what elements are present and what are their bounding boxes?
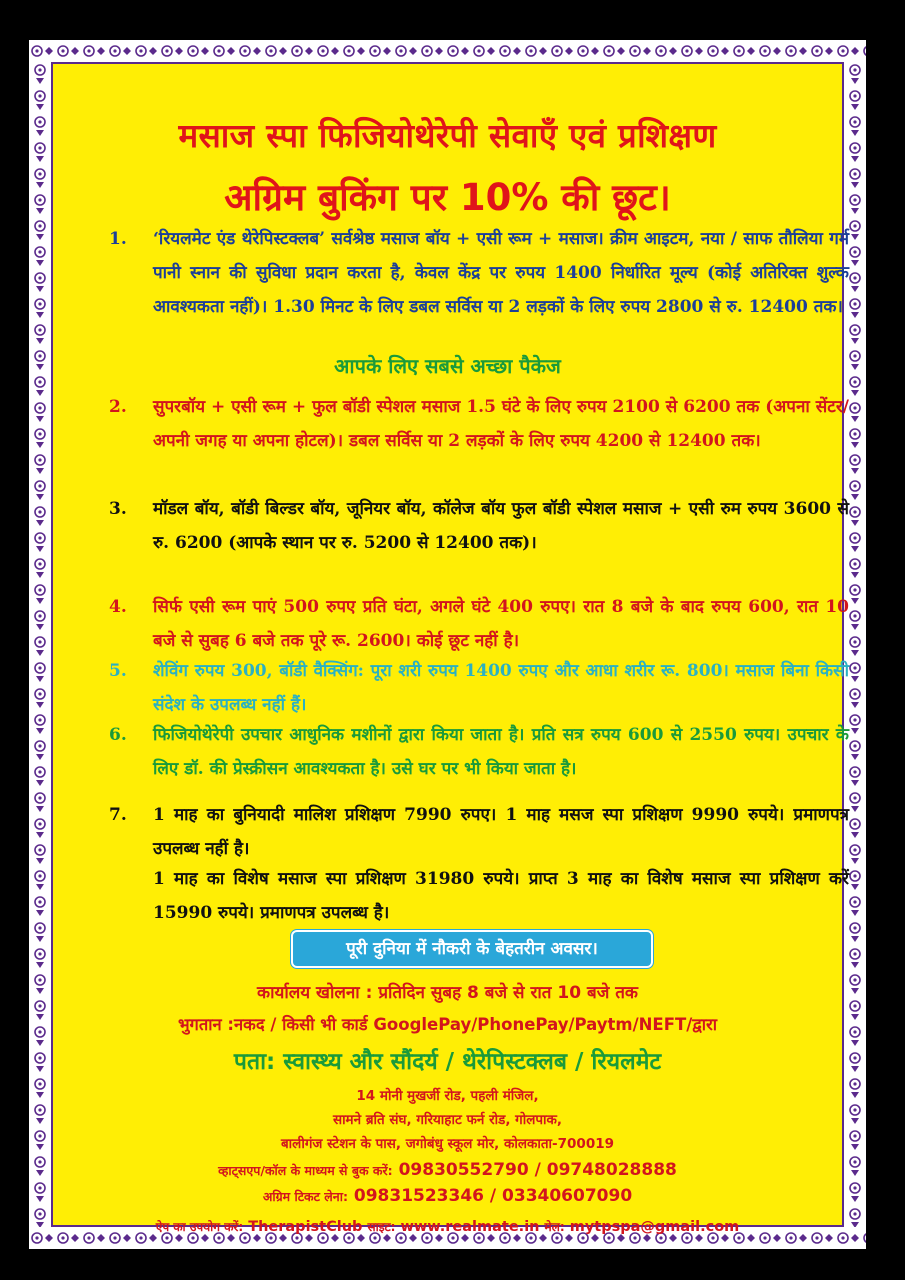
item-text: मॉडल बॉय, बॉडी बिल्डर बॉय, जूनियर बॉय, कॉलेज बॉय फुल बॉडी स्पेशल मसाज + एसी रुम रुपय 3600 से रु. 6200 (आपके स्थान पर रु. 5200 से 12400 तक)। [153, 499, 849, 553]
item-number: 7. [109, 805, 127, 825]
address-line-2: सामने ब्रति संघ, गरियाहाट फर्न रोड, गोलपाक, [332, 1112, 563, 1128]
package-heading: आपके लिए सबसे अच्छा पैकेज [334, 354, 561, 378]
app-label: ऐप का उपयोग करें: [155, 1220, 244, 1234]
item-text: 1 माह का बुनियादी मालिश प्रशिक्षण 7990 रुपए। 1 माह मसज स्पा प्रशिक्षण 9990 रुपये। प्रमाणपत्र उपलब्ध नहीं है। [153, 805, 849, 859]
item-text: शेविंग रुपय 300, बॉडी वैक्सिंग: पूरा शरी रुपय 1400 रुपए और आधा शरीर रू. 800। मसाज बिना किसी संदेश के उपलब्ध नहीं हैं। [153, 661, 849, 715]
decorative-border-frame [29, 40, 866, 1249]
whatsapp-label: व्हाट्सएप/कॉल के माध्यम से बुक करें: [218, 1163, 393, 1178]
contact-footer [53, 1218, 842, 1235]
payment-methods: भुगतान :नकद / किसी भी कार्ड GooglePay/PhonePay/Paytm/NEFT/द्वारा [177, 1015, 718, 1034]
item-number: 5. [109, 661, 127, 681]
border-top [29, 40, 866, 62]
site-label: साइट: [367, 1220, 396, 1234]
poster-title: मसाज स्पा फिजियोथेरेपी सेवाएँ एवं प्रशिक्षण [178, 116, 717, 155]
list-item-5 [109, 654, 849, 722]
item-text: ‘रियलमेट एंड थेरेपिस्टक्लब’ सर्वश्रेष्ठ मसाज बॉय + एसी रूम + मसाज। क्रीम आइटम, नया / साफ तौलिया गर्म पानी स्नान की सुविधा प्रदान करता है, केवल केंद्र पर रुपय 1400 निर्धारित मूल्य (कोई अतिरिक्त शुल्क आवश्यकता नहीं)। 1.30 मिनट के लिए डबल सर्विस या 2 लड़कों के लिए रुपय 2800 से रु. 12400 तक। [153, 229, 849, 317]
address-heading: पता: स्वास्थ्य और सौंदर्य / थेरेपिस्टक्लब / रियलमेट [233, 1049, 662, 1075]
item-number: 4. [109, 597, 127, 617]
item-text: फिजियोथेरेपी उपचार आधुनिक मशीनों द्वारा किया जाता है। प्रति सत्र रुपय 600 से 2550 रुपय। उपचार के लिए डॉ. की प्रेस्क्रीसन आवश्यकता है। उसे घर पर भी किया जाता है। [153, 725, 849, 779]
item-number: 1. [109, 229, 127, 249]
list-item-7 [109, 798, 849, 866]
app-name: TherapistClub [248, 1219, 363, 1235]
advance-booking [53, 1186, 842, 1206]
jobs-banner: पूरी दुनिया में नौकरी के बेहतरीन अवसर। [291, 930, 653, 968]
mail-label: मेल: [544, 1220, 565, 1234]
address-line-1: 14 मोनी मुखर्जी रोड, पहली मंजिल, [356, 1088, 539, 1104]
item-number: 3. [109, 499, 127, 519]
item-text: सिर्फ एसी रूम पाएं 500 रुपए प्रति घंटा, अगले घंटे 400 रुपए। रात 8 बजे के बाद रुपय 600, रात 10 बजे से सुबह 6 बजे तक पूरे रू. 2600। कोई छूट नहीं है। [153, 597, 849, 651]
list-item-1 [109, 222, 849, 324]
list-item-6 [109, 718, 849, 786]
list-item-3 [109, 492, 849, 560]
advanced-training-note: 1 माह का विशेष मसाज स्पा प्रशिक्षण 31980 रुपये। प्राप्त 3 माह का विशेष मसाज स्पा प्रशिक्षण करें 15990 रुपये। प्रमाणपत्र उपलब्ध है। [153, 869, 849, 923]
item-number: 6. [109, 725, 127, 745]
border-left [29, 62, 51, 1227]
email-link[interactable]: mytpspa@gmail.com [569, 1219, 740, 1235]
item-text: सुपरबॉय + एसी रूम + फुल बॉडी स्पेशल मसाज 1.5 घंटे के लिए रुपय 2100 से 6200 तक (अपना सेंटर/अपनी जगह या अपना होटल)। डबल सर्विस या 2 लड़कों के लिए रुपय 4200 से 12400 तक। [153, 397, 849, 451]
list-item-2 [109, 390, 849, 458]
advance-numbers[interactable]: 09831523346 / 03340607090 [353, 1186, 633, 1206]
site-link[interactable]: www.realmate.in [400, 1219, 540, 1235]
whatsapp-numbers[interactable]: 09830552790 / 09748028888 [398, 1160, 677, 1180]
item-number: 2. [109, 397, 127, 417]
address-line-3: बालीगंज स्टेशन के पास, जगोबंधु स्कूल मोर, कोलकाता-700019 [280, 1136, 615, 1152]
office-hours: कार्यालय खोलना : प्रतिदिन सुबह 8 बजे से रात 10 बजे तक [257, 983, 638, 1003]
discount-headline: अग्रिम बुकिंग पर 10% की छूट। [224, 176, 671, 219]
poster-body [53, 64, 849, 1235]
list-item-4 [109, 590, 849, 658]
whatsapp-booking [53, 1160, 842, 1180]
advance-label: अग्रिम टिकट लेना: [262, 1189, 348, 1204]
